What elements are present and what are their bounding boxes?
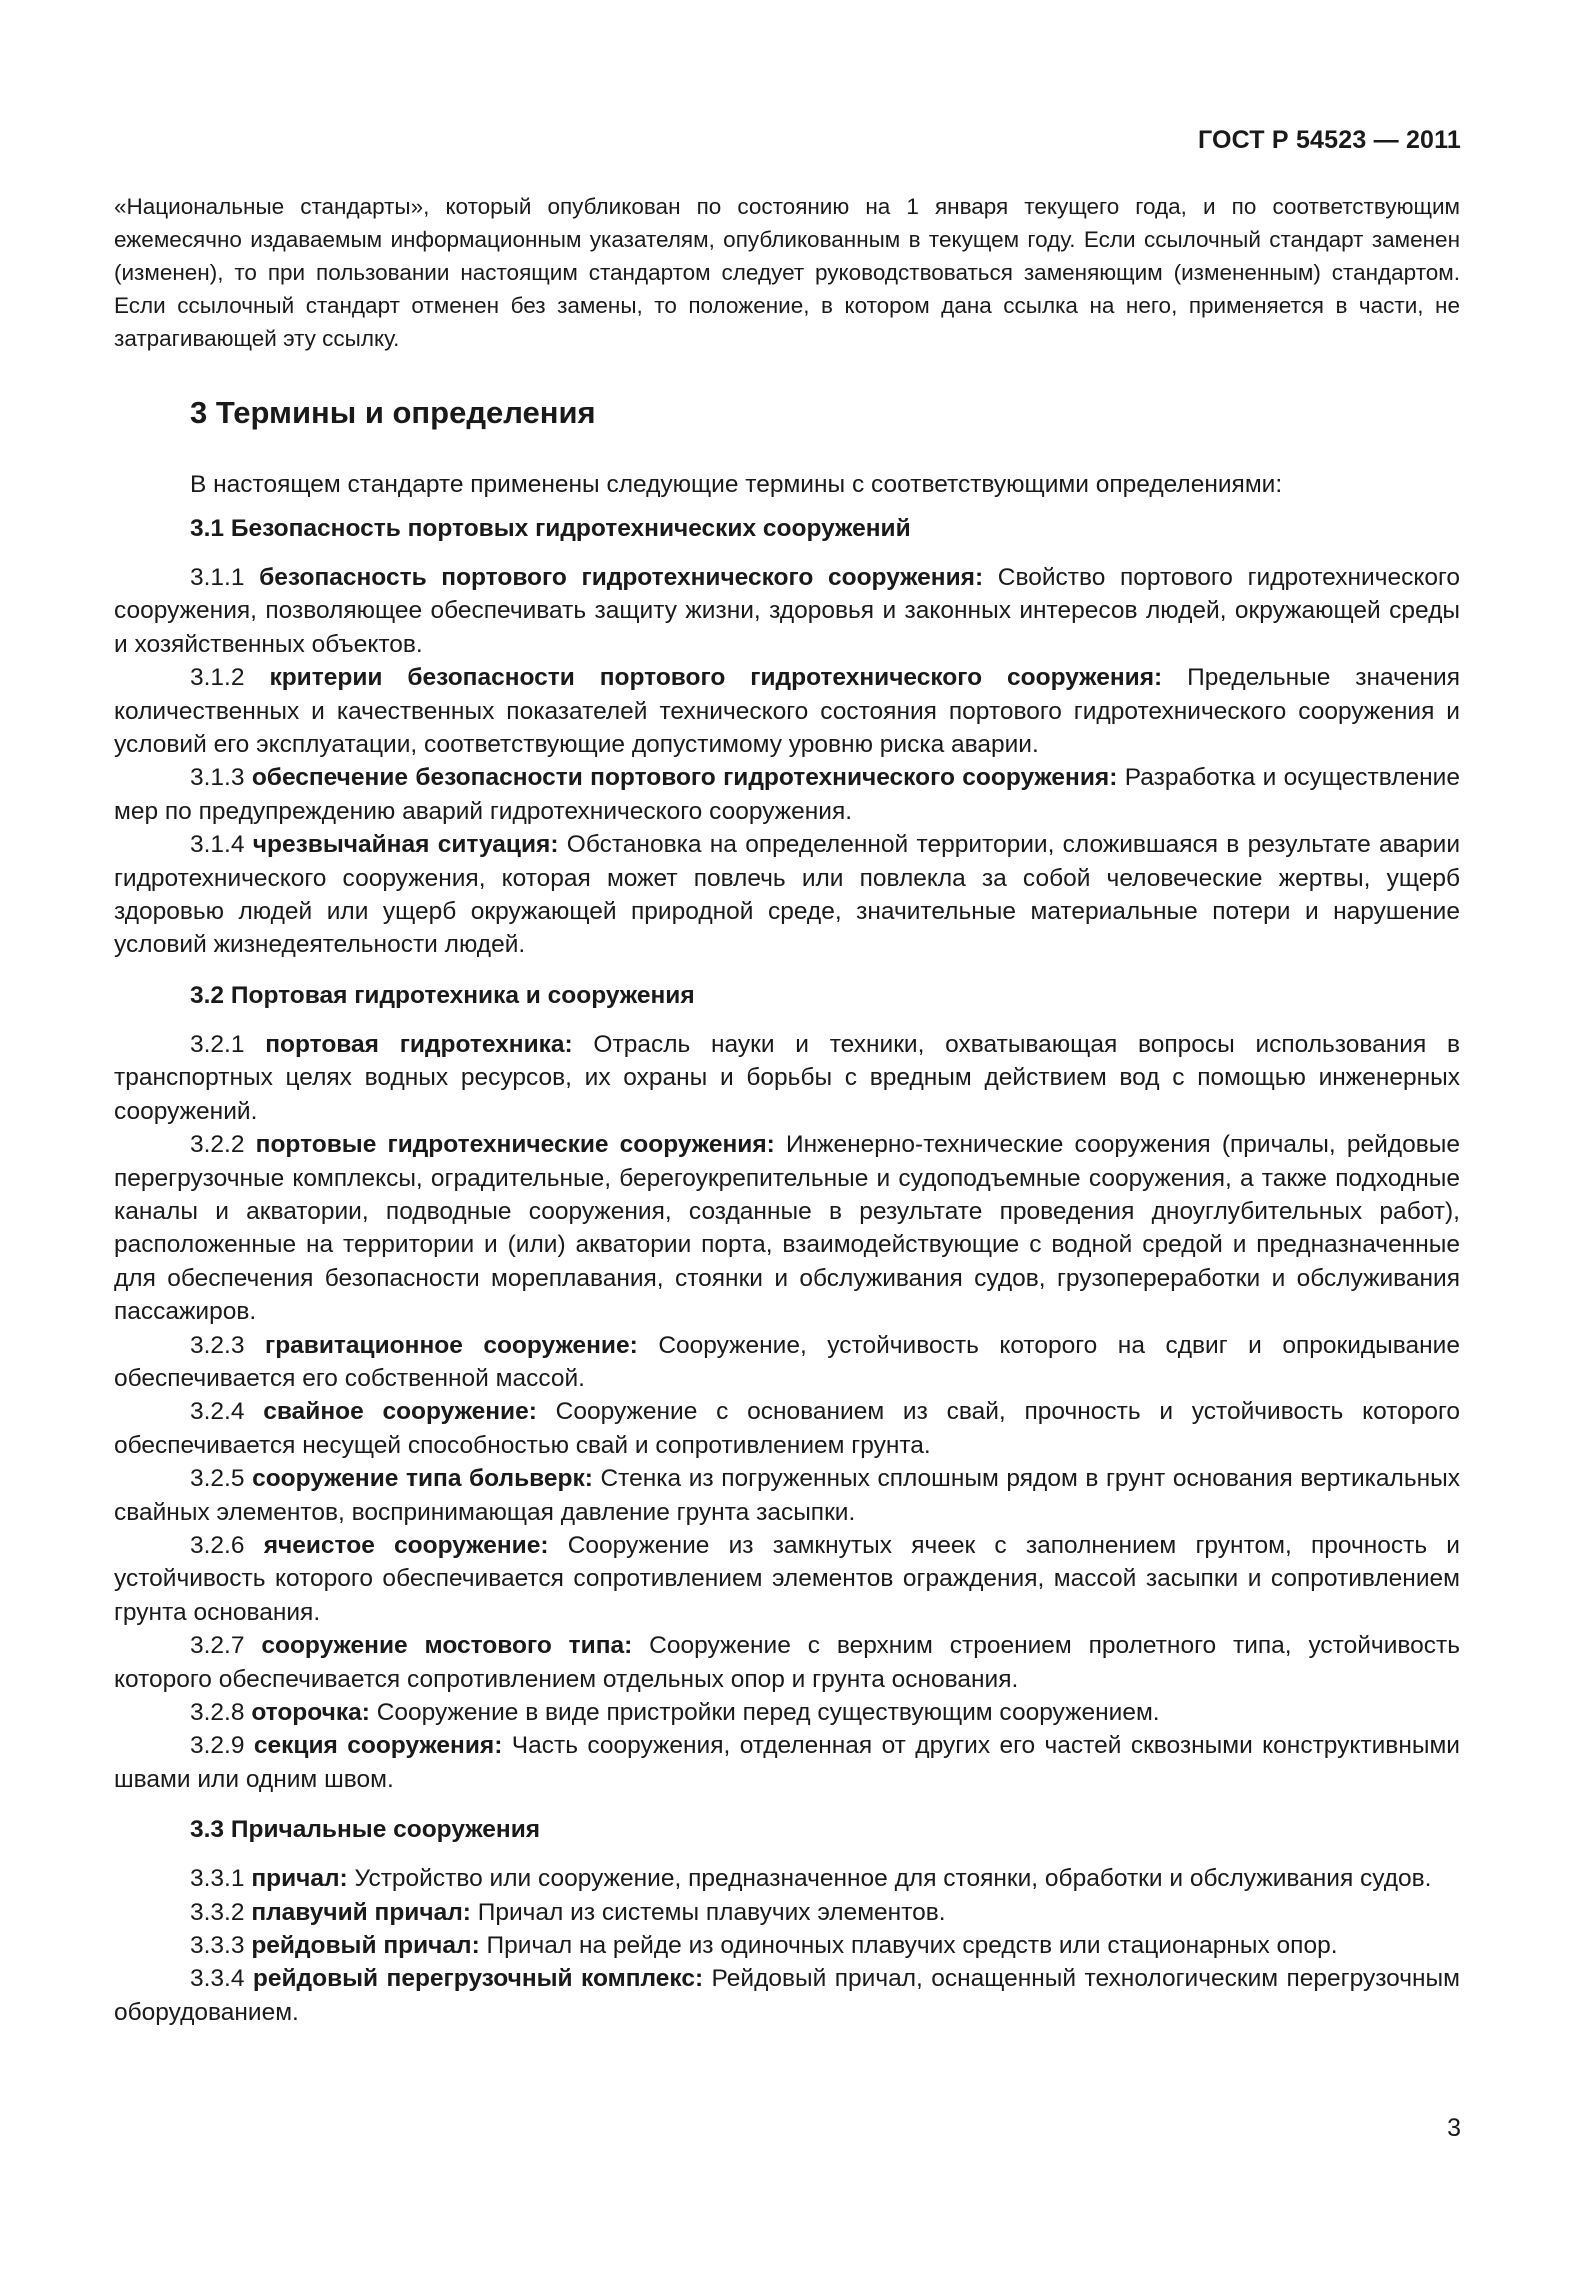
- term-list: [114, 561, 1460, 962]
- page-number: 3: [1447, 2114, 1461, 2142]
- term-name: причал:: [251, 1865, 348, 1893]
- term-name: сооружение мостового типа:: [261, 1632, 633, 1660]
- term-list: [114, 1028, 1460, 1796]
- term-number: 3.3.1: [190, 1865, 245, 1893]
- term-definition: Свойство портового гидротехнического сооружения, позволяющее обеспечивать защиту жизни, здоровья и законных интересов людей, окружающей среды и хозяйственных объектов.: [114, 564, 1460, 658]
- term-number: 3.2.4: [190, 1398, 245, 1426]
- term-definition: Сооружение с основанием из свай, прочность и устойчивость которого обеспечивается несущей способностью свай и сопротивлением грунта.: [114, 1398, 1461, 1459]
- term-number: 3.3.4: [190, 1965, 245, 1993]
- term-definition: Стенка из погруженных сплошным рядом в грунт основания вертикальных свайных элементов, воспринимающая давление грунта засыпки.: [114, 1465, 1460, 1526]
- term-number: 3.2.6: [190, 1531, 245, 1559]
- term-definition: Устройство или сооружение, предназначенное для стоянки, обработки и обслуживания судов.: [354, 1865, 1432, 1893]
- term-name: гравитационное сооружение:: [265, 1331, 638, 1359]
- term-entry: [114, 1929, 1460, 1962]
- term-name: ячеистое сооружение:: [263, 1531, 549, 1559]
- term-entry: [114, 1529, 1460, 1629]
- term-entry: [114, 761, 1460, 828]
- term-name: сооружение типа больверк:: [252, 1465, 593, 1493]
- term-entry: [114, 1629, 1460, 1696]
- term-entry: [114, 1462, 1460, 1529]
- term-definition: Обстановка на определенной территории, сложившаяся в результате аварии гидротехнического сооружения, которая может повлечь или повлекла за собой человеческие жертвы, ущерб здоровью людей или ущерб окружающей природной среде, значительные материальные потери и нарушение условий жизнедеятельности людей.: [114, 831, 1461, 959]
- term-definition: Инженерно-технические сооружения (причалы, рейдовые перегрузочные комплексы, оградительные, берегоукрепительные и судоподъемные сооружения, а также подходные каналы и акватории, подводные сооружения, созданные в результате проведения дноуглубительных работ), расположенные на территории и (или) акватории порта, взаимодействующие с водной средой и предназначенные для обеспечения безопасности мореплавания, стоянки и обслуживания судов, грузопереработки и обслуживания пассажиров.: [114, 1131, 1460, 1326]
- term-definition: Рейдовый причал, оснащенный технологическим перегрузочным оборудованием.: [114, 1965, 1460, 2026]
- document-header: ГОСТ Р 54523 — 2011: [1197, 126, 1461, 154]
- term-entry: [114, 1128, 1460, 1328]
- term-name: чрезвычайная ситуация:: [252, 831, 559, 859]
- term-entry: [114, 828, 1460, 962]
- term-number: 3.1.3: [190, 764, 245, 792]
- term-entry: [114, 1729, 1460, 1796]
- term-definition: Отрасль науки и техники, охватывающая вопросы использования в транспортных целях водных ресурсов, их охраны и борьбы с вредным действием вод с помощью инженерных сооружений.: [114, 1030, 1460, 1125]
- term-entry: [114, 1329, 1460, 1396]
- term-number: 3.2.9: [190, 1732, 245, 1760]
- term-number: 3.2.5: [190, 1465, 245, 1493]
- subsections-container: [114, 511, 1460, 2029]
- term-number: 3.2.2: [190, 1131, 245, 1159]
- term-number: 3.2.7: [190, 1632, 245, 1660]
- term-entry: [114, 1962, 1460, 2029]
- term-number: 3.3.3: [190, 1932, 245, 1960]
- term-name: секция сооружения:: [253, 1732, 503, 1760]
- term-entry: [114, 1896, 1460, 1929]
- term-number: 3.2.8: [190, 1699, 245, 1726]
- term-number: 3.2.1: [190, 1030, 245, 1058]
- intro-paragraph: «Национальные стандарты», который опубликован по состоянию на 1 января текущего года, и по соответствующим ежемесячно издаваемым информационным указателям, опубликованным в текущем году. Если ссылочный стандарт заменен (изменен), то при пользовании настоящим стандартом следует руководствоваться заменяющим (измененным) стандартом. Если ссылочный стандарт отменен без замены, то положение, в котором дана ссылка на него, применяется в части, не затрагивающей эту ссылку.: [114, 194, 1460, 351]
- section-lead: В настоящем стандарте применены следующие термины с соответствующими определениями:: [190, 471, 1283, 498]
- term-number: 3.2.3: [190, 1331, 245, 1359]
- term-definition: Разработка и осуществление мер по предупреждению аварий гидротехнического сооружения.: [114, 764, 1460, 825]
- term-entry: [114, 1862, 1460, 1895]
- subsection-title: 3.2 Портовая гидротехника и сооружения: [190, 981, 695, 1009]
- term-number: 3.1.4: [190, 831, 245, 859]
- term-definition: Причал на рейде из одиночных плавучих средств или стационарных опор.: [486, 1932, 1338, 1960]
- term-list: [114, 1862, 1460, 2029]
- subsection-title: 3.3 Причальные сооружения: [190, 1816, 541, 1844]
- term-number: 3.1.1: [190, 564, 245, 591]
- term-name: рейдовый перегрузочный комплекс:: [252, 1965, 704, 1993]
- term-name: безопасность портового гидротехнического сооружения:: [259, 564, 984, 591]
- term-name: плавучий причал:: [251, 1898, 471, 1926]
- term-entry: [114, 561, 1460, 661]
- term-definition: Часть сооружения, отделенная от других его частей сквозными конструктивными швами или одним швом.: [114, 1732, 1460, 1793]
- subsection-title: 3.1 Безопасность портовых гидротехнических сооружений: [190, 515, 911, 542]
- term-name: портовая гидротехника:: [265, 1030, 573, 1058]
- term-number: 3.1.2: [190, 664, 245, 692]
- term-entry: [114, 1028, 1460, 1128]
- term-definition: Сооружение с верхним строением пролетного типа, устойчивость которого обеспечивается сопротивлением отдельных опор и грунта основания.: [114, 1632, 1460, 1693]
- term-definition: Причал из системы плавучих элементов.: [477, 1898, 946, 1926]
- term-name: оторочка:: [251, 1699, 370, 1726]
- term-entry: [114, 661, 1460, 761]
- term-name: критерии безопасности портового гидротехнического сооружения:: [269, 664, 1163, 692]
- term-name: рейдовый причал:: [251, 1932, 480, 1960]
- term-definition: Сооружение в виде пристройки перед существующим сооружением.: [376, 1699, 1160, 1726]
- page-body: [114, 190, 1460, 2029]
- term-name: свайное сооружение:: [263, 1398, 537, 1426]
- term-entry: [114, 1395, 1460, 1462]
- term-entry: [114, 1696, 1460, 1729]
- term-name: обеспечение безопасности портового гидротехнического сооружения:: [251, 764, 1118, 792]
- section-title: 3 Термины и определения: [190, 395, 596, 430]
- term-definition: Сооружение, устойчивость которого на сдвиг и опрокидывание обеспечивается его собственной массой.: [114, 1331, 1460, 1392]
- term-number: 3.3.2: [190, 1898, 245, 1926]
- term-definition: Предельные значения количественных и качественных показателей технического состояния портового гидротехнического сооружения и условий его эксплуатации, соответствующие допустимому уровню риска аварии.: [114, 664, 1460, 759]
- term-name: портовые гидротехнические сооружения:: [255, 1131, 775, 1159]
- term-definition: Сооружение из замкнутых ячеек с заполнением грунтом, прочность и устойчивость которого обеспечивается сопротивлением элементов ограждения, массой засыпки и сопротивлением грунта основания.: [114, 1531, 1460, 1626]
